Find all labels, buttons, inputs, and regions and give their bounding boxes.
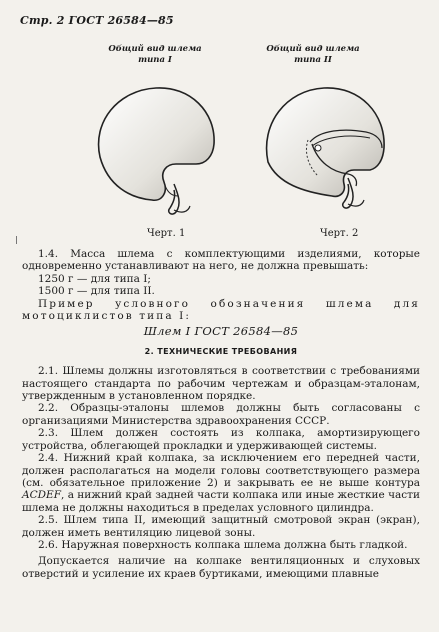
figure-1-caption: Черт. 1: [147, 228, 186, 239]
section-2-title: 2. ТЕХНИЧЕСКИЕ ТРЕБОВАНИЯ: [144, 346, 298, 356]
clause-1-4: 1.4. Масса шлема с комплектующими изделиями, которые одновременно устанавливают на него, не должна превышать:: [22, 248, 420, 273]
body-text: [22, 248, 420, 580]
figure-1-label: [100, 44, 210, 66]
helmet-type-2-icon: [248, 72, 398, 222]
clause-2-6-note: Допускается наличие на колпаке вентиляционных и слуховых отверстий и усиление их краев буртиками, имеющими плавные: [22, 555, 420, 580]
clause-2-4-part-b: , а нижний край задней части колпака или иные жесткие части шлема не должны находиться в пределах условного цилиндра.: [22, 489, 420, 514]
designation-intro: Пример условного обозначения шлема для мотоциклистов типа I:: [22, 297, 420, 323]
clause-2-3: 2.3. Шлем должен состоять из колпака, амортизирующего устройства, облегающей прокладки и удерживающей системы.: [22, 427, 420, 452]
page-header: Стр. 2 ГОСТ 26584—85: [20, 14, 174, 27]
clause-1-4-type2: 1500 г — для типа II.: [38, 285, 155, 298]
clause-1-4-type1: 1250 г — для типа I;: [38, 272, 151, 285]
margin-mark: [16, 236, 17, 244]
figure-2-caption: Черт. 2: [320, 228, 359, 239]
figure-1-label-line1: Общий вид шлема: [108, 44, 202, 54]
clause-2-6: 2.6. Наружная поверхность колпака шлема должна быть гладкой.: [38, 538, 408, 551]
helmet-type-1-icon: [78, 72, 228, 222]
clause-2-4-part-a: 2.4. Нижний край колпака, за исключением его передней части, должен располагаться на модели головы соответствующего размера (см. обязательное приложение 2) и закрывать ее не выше контура: [22, 452, 420, 489]
figure-2-label: [258, 44, 368, 66]
figure-2-label-line2: типа II: [294, 55, 332, 65]
figure-1-label-line2: типа I: [138, 55, 172, 65]
figure-2-label-line1: Общий вид шлема: [266, 44, 360, 54]
designation-example: Шлем I ГОСТ 26584—85: [143, 324, 299, 339]
clause-2-1: 2.1. Шлемы должны изготовляться в соответствии с требованиями настоящего стандарта по рабочим чертежам и образцам-эталонам, утвержденным в установленном порядке.: [22, 365, 420, 403]
clause-2-5: 2.5. Шлем типа II, имеющий защитный смотровой экран (экран), должен иметь вентиляцию лицевой зоны.: [22, 514, 420, 539]
clause-2-2: 2.2. Образцы-эталоны шлемов должны быть согласованы с организациями Министерства здравоохранения СССР.: [22, 402, 420, 427]
contour-label: ACDEF: [22, 489, 61, 502]
clause-2-4: [22, 452, 420, 514]
